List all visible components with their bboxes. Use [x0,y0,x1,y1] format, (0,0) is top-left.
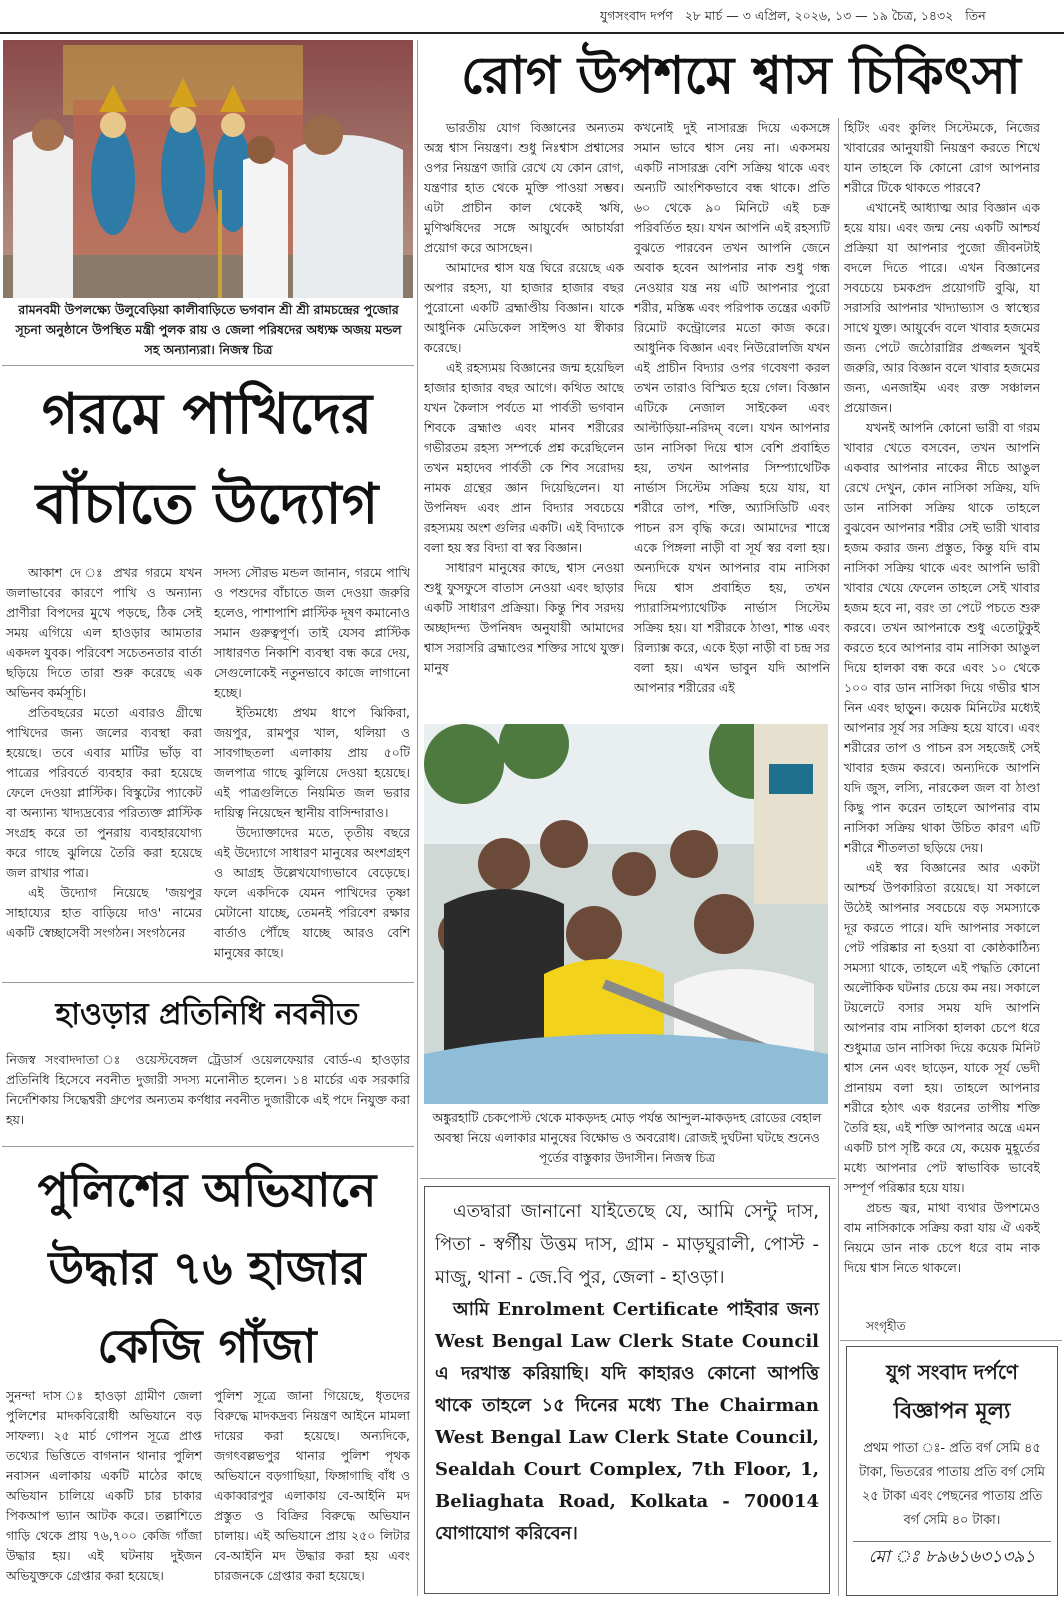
police-headline-line-3: কেজি গাঁজা [97,1319,317,1373]
protest-photo-caption: অঙ্কুরহাটি চেকপোস্ট থেকে মাকড়দহ মোড় পর্যন্ত আন্দুল-মাকড়দহ রোডের বেহাল অবস্থা নিয়ে এলাকার মানুষের বিক্ষোভ ও অবরোধ। রোজই দুর্ঘটনা ঘটছে শুনেও পূর্তের বাস্তুকার উদাসীন। নিজস্ব চিত্র [432,1110,822,1165]
birds-paragraph: উদ্যোক্তাদের মতে, তৃতীয় বছরে এই উদ্যোগে সাধারণ মানুষের অংশগ্রহণ ও আগ্রহ উল্লেখযোগ্যভাবে বেড়েছে। ফলে একদিকে যেমন পাখিদের তৃষ্ণা মেটানো যাচ্ছে, তেমনই পরিবেশ রক্ষার বার্তাও পৌঁছে যাচ্ছে আরও বেশি মানুষের কাছে। [214,825,410,960]
ad-rates-body: প্রথম পাতা ঃ- প্রতি বর্গ সেমি ৪৫ টাকা, ভিতরের পাতায় প্রতি বর্গ সেমি ২৫ টাকা এবং পেছনের পাতায় প্রতি বর্গ সেমি ৪০ টাকা। [859,1441,1045,1528]
legal-notice-box [424,1186,830,1594]
birds-headline-line-1: গরমে পাখিদের [41,382,373,447]
protest-photo [424,724,828,1104]
masthead-page: তিন [965,8,986,23]
nabanita-paragraph: নিজস্ব সংবাদদাতা ঃ ওয়েস্টবেঙ্গল ট্রেডার্স ওয়েলফেয়ার বোর্ড-এ হাওড়ার প্রতিনিধি হিসেবে নবনীত দুজারী সদস্য মনোনীত হলেন। ১৪ মার্চের এক সরকারি নির্দেশিকায় সিদ্ধেশ্বরী গ্রুপের অন্যতম কর্ণধার নবনীত দুজারীকে এই পদে নিযুক্ত করা হয়। [6,1052,410,1127]
masthead [0,0,1064,34]
birds-paragraph: এই উদ্যোগ নিয়েছে 'জয়পুর সাহায্যের হাত বাড়িয়ে দাও' নামের একটি স্বেচ্ছাসেবী সংগঠন। সংগঠনের [6,885,202,940]
police-headline-line-1: পুলিশের অভিযানে [37,1163,377,1217]
breath-headline: রোগ উপশমে শ্বাস চিকিৎসা [460,46,1022,106]
ram-navami-photo-caption: রামনবমী উপলক্ষ্যে উলুবেড়িয়া কালীবাড়িতে ভগবান শ্রী শ্রী রামচন্দ্রের পুজোর সূচনা অনুষ্ঠানে উপস্থিত মন্ত্রী পুলক রায় ও জেলা পরিষদের অধ্যক্ষ অজয় মন্ডল সহ অন্যান্যরা। নিজস্ব চিত্র [15,302,402,357]
police-paragraph: পুলিশ সূত্রে জানা গিয়েছে, ধৃতদের বিরুদ্ধে মাদকদ্রব্য নিয়ন্ত্রণ আইনে মামলা দায়ের করা হয়েছে। অন্যদিকে, জগৎবল্লভপুর থানার পুলিশ পৃথক অভিযানে বড়গাছিয়া, ফিঙ্গাগাছি বাঁধ ও একাব্বারপুর এলাকায় বে-আইনি মদ প্রস্তুত ও বিক্রির বিরুদ্ধে অভিযান চালায়। এই অভিযানে প্রায় ২৫০ লিটার বে-আইনি মদ উদ্ধার করা হয় এবং চারজনকে গ্রেপ্তার করা হয়েছে। [214,1388,410,1583]
police-paragraph: সুনন্দা দাস ঃ হাওড়া গ্রামীণ জেলা পুলিশের মাদকবিরোধী অভিযানে বড় সাফল্য। ২৫ মার্চ গোপন সূত্রে প্রাপ্ত তথ্যের ভিত্তিতে বাগনান থানার পুলিশ নবাসন এলাকায় একটি মাঠের কাছে অভিযান চালিয়ে একটি চার চাকার পিকআপ ভ্যান আটক করে। তল্লাশিতে গাড়ি থেকে প্রায় ৭৬,৭০০ কেজি গাঁজা উদ্ধার হয়। এই ঘটনায় দুইজন অভিযুক্তকে গ্রেপ্তার করা হয়েছে। [6,1388,202,1583]
breath-column-2 [634,118,830,712]
breath-paragraph: আমাদের শ্বাস যন্ত্র ঘিরে রয়েছে এক অপার রহস্য, যা হাজার হাজার বছর পুরোনো একটি ব্রহ্মাণ্ডীয় বিজ্ঞান। যাকে আধুনিক মেডিকেল সাইন্সও যা স্বীকার করেছে। [424,260,624,355]
police-headline-line-2: উদ্ধার ৭৬ হাজার [48,1241,366,1295]
birds-column-1 [6,563,202,963]
breath-paragraph: এই রহস্যময় বিজ্ঞানের জন্ম হয়েছিল হাজার হাজার বছর আগে। কথিত আছে যখন কৈলাস পর্বতে মা পার্বতী ভগবান শিবকে ব্রহ্মাণ্ড এবং মানব শরীরের গভীরতম রহস্য সম্পর্কে প্রশ্ন করেছিলেন তখন মহাদেব পার্বতী কে শিব সরোদয় নামক গ্রন্থের জ্ঞান দিয়েছিলেন। যা উপনিষদ এবং প্রান বিদ্যার সবচেয়ে রহস্যময় অংশ গুলির একটি। এই বিদ্যাকে বলা হয় স্বর বিদ্যা বা স্বর বিজ্ঞান। [424,360,624,555]
ram-navami-photo [3,40,413,298]
breath-paragraph: হিটিং এবং কুলিং সিস্টেমকে, নিজের খাবারের আনুযায়ী নিয়ন্ত্রণ করতে শিখে যান তাহলে কি কোনো রোগ আপনার শরীরে টিকে থাকতে পারবে? [844,120,1040,195]
breath-paragraph: কখনোই দুই নাসারন্ধ্র দিয়ে একসঙ্গে সমান ভাবে শ্বাস নেয় না। একসময় একটি নাসারন্ধ্র বেশি সক্রিয় থাকে এবং অন্যটি আংশিকভাবে বন্ধ থাকে। প্রতি ৬০ থেকে ৯০ মিনিটে এই চক্র পরিবর্তিত হয়। যখন আপনি এই রহস্যটি বুঝতে পারবেন তখন আপনি জেনে অবাক হবেন আপনার নাক শুধু গন্ধ নেওয়ার যন্ত্র নয় এটি আপনার পুরো শরীর, মস্তিষ্ক এবং পরিপাক তন্ত্রের একটি রিমোট কন্ট্রোলের মতো কাজ করে। আধুনিক বিজ্ঞান এবং নিউরোলজি যখন এই প্রাচীন বিদ্যার ওপর গবেষণা করল তখন তারাও বিস্মিত হয়ে গেল। বিজ্ঞান এটিকে নেজাল সাইকেল এবং আল্টাড়িয়া-নরিদম্‌ বলে। যখন আপনার ডান নাসিকা দিয়ে শ্বাস বেশি প্রবাহিত হয়, তখন আপনার সিম্প্যাথেটিক নার্ভাস সিস্টেম সক্রিয় হয়ে যায়, যা শরীরে তাপ, শক্তি, অ্যাসিডিটি এবং পাচন রস বৃদ্ধি করে। আমাদের শাস্ত্রে একে পিঙ্গলা নাড়ী বা সূর্য স্বর বলা হয়। অন্যদিকে যখন আপনার বাম নাসিকা দিয়ে শ্বাস প্রবাহিত হয়, তখন প্যারাসিমপ্যাথেটিক নার্ভাস সিস্টেম সক্রিয় হয়। যা শরীরকে ঠাণ্ডা, শান্ত এবং রিল্যাক্স করে, একে ইড়া নাড়ী বা চন্দ্র সর বলা হয়। এখন ভাবুন যদি আপনি আপনার শরীরের এই [634,120,830,695]
ad-rates-title-2: বিজ্ঞাপন মূল্য [893,1399,1011,1424]
breath-credit: সংগৃহীত [866,1319,906,1333]
breath-paragraph: যখনই আপনি কোনো ভারী বা গরম খাবার খেতে বসবেন, তখন আপনি একবার আপনার নাকের নীচে আঙুল রেখে দেখুন, কোন নাসিকা সক্রিয়, যদি ডান নাসিকা সক্রিয় থাকে তাহলে বুঝবেন আপনার শরীর সেই ভারী খাবার হজম করার জন্য প্রস্তুত, কিন্তু যদি বাম নাসিকা সক্রিয় থাকে এবং আপনি ভারী খাবার খেয়ে ফেলেন তাহলে সেই খাবার হজম হবে না, বরং তা পেটে পচতে শুরু করবে। তখন আপনাকে শুধু এতোটুকুই করতে হবে আপনার বাম নাসিকা আঙুল দিয়ে হালকা বন্ধ করে এবং ১০ থেকে ১০০ বার ডান নাসিকা দিয়ে গভীর শ্বাস নিন এবং ছাড়ুন। কয়েক মিনিটের মধ্যেই আপনার সূর্য সর সক্রিয় হয়ে যাবে। এবং শরীরের তাপ ও পাচন রস সহজেই সেই খাবার হজম করবে। অন্যদিকে আপনি যদি জুস, লস্যি, নারকেল জল বা ঠাণ্ডা কিছু পান করেন তাহলে আপনার বাম নাসিকা সক্রিয় থাকা উচিত কারণ এটি শরীরে শীতলতা ছড়িয়ে দেয়। [844,420,1040,855]
breath-paragraph: এখানেই আধ্যাত্ম আর বিজ্ঞান এক হয়ে যায়। এবং জন্ম নেয় একটি আশ্চর্য প্রক্রিয়া যা আপনার পুজো জীবনটাই বদলে দিতে পারে। এখন বিজ্ঞানের সবচেয়ে চমকপ্রদ প্রয়োগটি বুঝি, যা সরাসরি আপনার খাদ্যাভ্যাস ও স্বাস্থ্যের সাথে যুক্ত। আয়ুর্বেদ বলে খাবার হজমের জন্য পেটে জঠোরাগ্নির প্রজ্জলন খুবই জরুরি, আর বিজ্ঞান বলে খাবার হজমের জন্য, এনজাইম এবং রক্ত সঞ্চালন প্রয়োজন। [844,200,1040,415]
legal-notice-line-1: এতদ্বারা জানানো যাইতেছে যে, আমি সেন্টু দাস, পিতা - স্বর্গীয় উত্তম দাস, গ্রাম - মাড়ঘুরালী, পোস্ট - মাজু, থানা - জে.বি পুর, জেলা - হাওড়া। [435,1201,819,1288]
birds-paragraph: আকাশ দে ঃ প্রখর গরমে যখন জলাভাবের কারণে পাখি ও অন্যান্য প্রাণীরা বিপদের মুখে পড়ছে, ঠিক সেই সময় এগিয়ে এল হাওড়ার আমতার একদল যুবক। পরিবেশ সচেতনতার বার্তা ছড়িয়ে দিতে তারা শুরু করেছে এক অভিনব কর্মসূচি। [6,565,202,700]
ad-rates-title-1: যুগ সংবাদ দর্পণে [885,1360,1019,1384]
police-column-1 [6,1386,202,1596]
birds-headline-line-2: বাঁচাতে উদ্যোগ [35,472,379,537]
breath-column-3 [844,118,1040,1316]
ad-rates-box [846,1346,1058,1596]
legal-notice-line-2: আমি Enrolment Certificate পাইবার জন্য West Bengal Law Clerk State Council এ দরখাস্ত করিয়াছি। যদি কাহারও কোনো আপত্তি থাকে তাহলে ১৫ দিনের মধ্যে The Chairman West Bengal Law Clerk State Council, Sealdah Court Complex, 7th Floor, 1, Beliaghata Road, Kolkata - 700014 যোগাযোগ করিবেন। [435,1299,819,1544]
breath-column-1 [424,118,624,712]
masthead-dates: ২৮ মার্চ — ৩ এপ্রিল, ২০২৬, ১৩ — ১৯ চৈত্র, ১৪৩২ [684,8,954,23]
birds-paragraph: প্রতিবছরের মতো এবারও গ্রীষ্মে পাখিদের জন্য জলের ব্যবস্থা করা হয়েছে। তবে এবার মাটির ভাঁড় বা পাত্রের পরিবর্তে ব্যবহার করা হয়েছে ফেলে দেওয়া প্লাস্টিক। বিস্কুটের প্যাকেট বা অন্যান্য খাদ্যদ্রব্যের পরিত্যক্ত প্লাস্টিক সংগ্রহ করে তা পুনরায় ব্যবহারযোগ্য করে গাছে ঝুলিয়ে তৈরি করা হয়েছে জল রাখার পাত্র। [6,705,202,880]
birds-paragraph: সদস্য সৌরভ মন্ডল জানান, গরমে পাখি ও পশুদের বাঁচাতে জল দেওয়া জরুরি হলেও, পাশাপাশি প্লাস্টিক দূষণ কমানোও সমান গুরুত্বপূর্ণ। তাই যেসব প্লাস্টিক সাধারণত নিকাশি ব্যবস্থা বন্ধ করে দেয়, সেগুলোকেই নতুনভাবে কাজে লাগানো হচ্ছে। [214,565,410,700]
breath-paragraph: ভারতীয় যোগ বিজ্ঞানের অন্যতম অস্ত্র শ্বাস নিয়ন্ত্রণ। শুধু নিঃশ্বাস প্রশ্বাসের ওপর নিয়ন্ত্রণ জারি রেখে যে কোন রোগ, যন্ত্রণার হাত থেকে মুক্তি পাওয়া সম্ভব। এটা প্রাচীন কাল থেকেই ঋষি, মুণিঋষিদের সঙ্গে আয়ুর্বেদ আচার্যরা প্রয়োগ করে আসছেন। [424,120,624,255]
protest-photo-image [424,724,828,1104]
birds-paragraph: ইতিমধ্যে প্রথম ধাপে ঝিকিরা, জয়পুর, রামপুর খাল, থলিয়া ও সাবগাছতলা এলাকায় প্রায় ৫০টি জলপাত্র গাছে ঝুলিয়ে দেওয়া হয়েছে। এই পাত্রগুলিতে নিয়মিত জল ভরার দায়িত্ব নিয়েছেন স্থানীয় বাসিন্দারাও। [214,705,410,820]
police-column-2 [214,1386,410,1596]
breath-paragraph: প্রচন্ড জ্বর, মাথা ব্যথার উপশমেও বাম নাসিকাকে সক্রিয় করা যায় ঐ একই নিয়মে ডান নাক চেপে ধরে বাম নাক দিয়ে শ্বাস নিতে থাকলে। [844,1200,1040,1275]
nabanita-headline: হাওড়ার প্রতিনিধি নবনীত [55,997,359,1032]
ram-navami-photo-image [3,40,413,298]
masthead-paper-name: যুগসংবাদ দর্পণ [600,8,673,23]
ad-rates-phone: মো ঃ ৮৯৬১৬৩১৩৯১ [853,1541,1051,1572]
nabanita-body [6,1050,410,1134]
birds-column-2 [214,563,410,963]
breath-paragraph: সাধারণ মানুষের কাছে, শ্বাস নেওয়া শুধু ফুসফুসে বাতাস নেওয়া এবং ছাড়ার একটি সাধারণ প্রক্রিয়া। কিন্তু শিব সরদয় অচ্ছাদন্দ্য উপনিষদ অনুযায়ী আমাদের শ্বাস সরাসরি ব্রহ্মাণ্ডের শক্তির সাথে যুক্ত। মানুষ [424,560,624,675]
breath-paragraph: এই স্বর বিজ্ঞানের আর একটা আশ্চর্য উপকারিতা রয়েছে। যা সকালে উঠেই আপনার সবচেয়ে বড় সমস্যাকে দূর করতে পারে। যদি আপনার সকালে পেট পরিষ্কার না হওয়া বা কোষ্ঠকাঠিন্য সমস্যা থাকে, তাহলে এই পদ্ধতি কোনো অলৌকিক ঘটনার চেয়ে কম নয়। সকালে টয়লেটে বসার সময় যদি আপনি আপনার বাম নাসিকা হালকা চেপে ধরে শুধুমাত্র ডান নাসিকা দিয়ে কয়েক মিনিট শ্বাস নেন এবং ছাড়েন, যাকে সূর্য ভেদী প্রানায়ম বলা হয়। তাহলে আপনার শরীরে হঠাৎ এক ধরনের তাপীয় শক্তি তৈরি হয়, এই শক্তি আপনার অন্ত্রে এমন একটি চাপ সৃষ্টি করে যে, কয়েক মুহূর্তের মধ্যে আপনার পেট স্বাভাবিক ভাবেই সম্পূর্ণ পরিষ্কার হয়ে যায়। [844,860,1040,1195]
